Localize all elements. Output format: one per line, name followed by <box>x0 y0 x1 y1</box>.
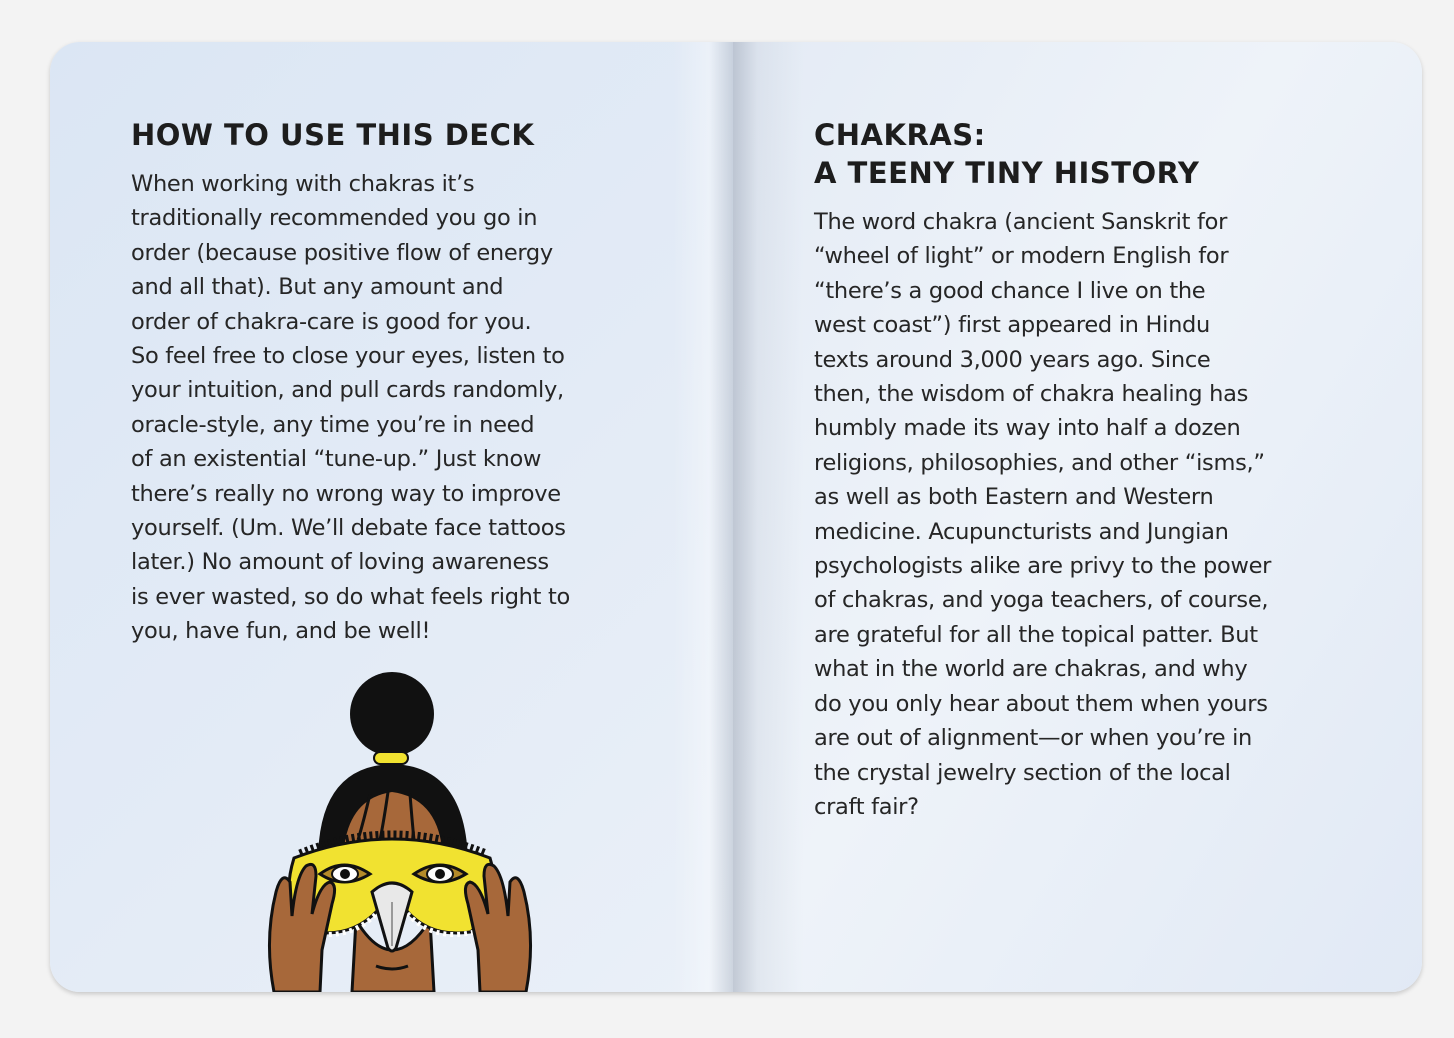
left-gutter-shadow <box>673 42 733 992</box>
body-line: humbly made its way into half a dozen <box>814 415 1241 442</box>
heading-line: CHAKRAS: <box>814 118 986 152</box>
body-line: then, the wisdom of chakra healing has <box>814 381 1248 408</box>
body-line: of chakras, and yoga teachers, of course, <box>814 587 1269 614</box>
left-page-body <box>131 167 570 649</box>
body-line: are out of alignment—or when you’re in <box>814 725 1252 752</box>
body-line: you, have fun, and be well! <box>131 618 431 645</box>
open-booklet <box>50 42 1422 992</box>
right-gutter-shadow <box>733 42 803 992</box>
right-hand-icon <box>465 864 530 992</box>
body-line: When working with chakras it’s <box>131 171 475 197</box>
body-line: “there’s a good chance I live on the <box>814 277 1206 304</box>
body-line: So feel free to close your eyes, listen to <box>131 343 565 370</box>
body-line: order of chakra-care is good for you. <box>131 308 532 335</box>
body-line: order (because positive flow of energy <box>131 239 553 266</box>
right-page <box>733 42 1422 992</box>
body-line: texts around 3,000 years ago. Since <box>814 346 1211 373</box>
body-line: the crystal jewelry section of the local <box>814 759 1231 786</box>
body-line: as well as both Eastern and Western <box>814 484 1214 511</box>
masked-woman-illustration <box>260 670 540 992</box>
body-line: do you only hear about them when yours <box>814 690 1268 717</box>
hair-band-icon <box>374 752 408 764</box>
body-line: west coast”) first appeared in Hindu <box>814 312 1210 339</box>
left-page-heading: HOW TO USE THIS DECK <box>131 118 535 152</box>
hair-bun-icon <box>350 672 434 756</box>
body-line: psychologists alike are privy to the power <box>814 553 1272 580</box>
body-line: traditionally recommended you go in <box>131 205 538 232</box>
body-line: there’s really no wrong way to improve <box>131 480 561 507</box>
body-line: your intuition, and pull cards randomly, <box>131 377 564 404</box>
body-line: is ever wasted, so do what feels right to <box>131 583 570 610</box>
body-line: “wheel of light” or modern English for <box>814 243 1229 270</box>
body-line: of an existential “tune-up.” Just know <box>131 446 542 473</box>
body-line: yourself. (Um. We’ll debate face tattoos <box>131 515 566 542</box>
body-line: oracle-style, any time you’re in need <box>131 411 535 438</box>
right-page-heading <box>814 116 1199 192</box>
body-line: are grateful for all the topical patter. But <box>814 621 1258 648</box>
body-line: The word chakra (ancient Sanskrit for <box>814 209 1228 235</box>
body-line: and all that). But any amount and <box>131 274 504 301</box>
left-page <box>50 42 733 992</box>
heading-line: A TEENY TINY HISTORY <box>814 156 1200 190</box>
body-line: craft fair? <box>814 793 919 820</box>
body-line: medicine. Acupuncturists and Jungian <box>814 518 1229 545</box>
body-line: later.) No amount of loving awareness <box>131 549 549 576</box>
body-line: what in the world are chakras, and why <box>814 656 1248 683</box>
right-page-body <box>814 205 1271 824</box>
left-hand-icon <box>269 864 334 992</box>
body-line: religions, philosophies, and other “isms,” <box>814 449 1265 476</box>
